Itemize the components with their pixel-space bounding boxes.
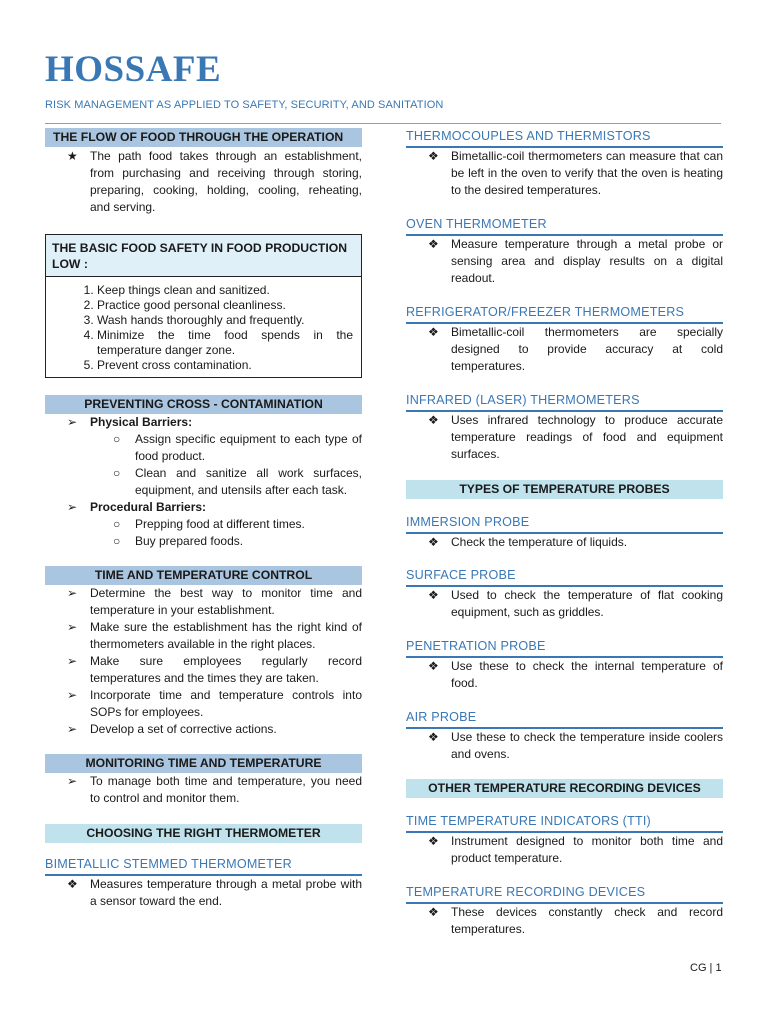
list-item: ❖ Bimetallic-coil thermometers can measure that can be left in the oven to verify that the oven is heating to the desired temperatures.	[428, 149, 723, 197]
page-number: CG | 1	[690, 962, 722, 974]
list-item: ➢ Make sure the establishment has the right kind of thermometers available in the right places.	[67, 620, 362, 651]
oven-list	[406, 236, 723, 287]
list-item: 4. Minimize the time food spends in the temperature danger zone.	[97, 328, 353, 358]
basic-safety-list	[46, 277, 361, 377]
list-item: ❖ Instrument designed to monitor both time and product temperature.	[428, 834, 723, 865]
subheading-immersion: IMMERSION PROBE	[406, 514, 723, 534]
subheading-air: AIR PROBE	[406, 709, 723, 729]
star-bullet-icon: ★	[67, 149, 78, 163]
right-column	[406, 128, 723, 938]
list-item: ➢ Make sure employees regularly record temperatures and the times they are taken.	[67, 654, 362, 685]
thermocouples-list	[406, 148, 723, 199]
arrow-bullet-icon: ➢	[67, 774, 78, 788]
circle-bullet-icon: ○	[113, 466, 121, 480]
immersion-list	[406, 534, 723, 551]
penetration-list	[406, 658, 723, 692]
cross-list	[45, 414, 362, 550]
diamond-bullet-icon: ❖	[428, 237, 439, 251]
air-list	[406, 729, 723, 763]
arrow-bullet-icon: ➢	[67, 500, 78, 514]
list-item: ➢ Incorporate time and temperature controls into SOPs for employees.	[67, 688, 362, 719]
section-heading-cross: PREVENTING CROSS - CONTAMINATION	[45, 395, 362, 414]
list-item: ★ The path food takes through an establishment, from purchasing and receiving through storing, preparing, cooking, holding, cooling, reheating, and serving.	[67, 149, 362, 214]
list-item: 1. Keep things clean and sanitized.	[97, 283, 353, 298]
circle-bullet-icon: ○	[113, 534, 121, 548]
section-heading-other: OTHER TEMPERATURE RECORDING DEVICES	[406, 779, 723, 798]
list-item: ❖ These devices constantly check and record temperatures.	[428, 905, 723, 936]
list-item: 3. Wash hands thoroughly and frequently.	[97, 313, 353, 328]
arrow-bullet-icon: ➢	[67, 688, 78, 702]
subheading-fridge: REFRIGERATOR/FREEZER THERMOMETERS	[406, 304, 723, 324]
arrow-bullet-icon: ➢	[67, 415, 78, 429]
header-divider	[45, 123, 721, 124]
section-heading-monitor: MONITORING TIME AND TEMPERATURE	[45, 754, 362, 773]
arrow-bullet-icon: ➢	[67, 722, 78, 736]
surface-list	[406, 587, 723, 621]
diamond-bullet-icon: ❖	[428, 535, 439, 549]
section-heading-flow: THE FLOW OF FOOD THROUGH THE OPERATION	[45, 128, 362, 147]
list-item: ➢ Procedural Barriers:	[67, 500, 207, 514]
subheading-thermocouples: THERMOCOUPLES AND THERMISTORS	[406, 128, 723, 148]
list-item: ❖ Use these to check the temperature inside coolers and ovens.	[428, 730, 723, 761]
list-item: ❖ Used to check the temperature of flat cooking equipment, such as griddles.	[428, 588, 723, 619]
list-item: ➢ To manage both time and temperature, you need to control and monitor them.	[67, 774, 362, 805]
list-item: 2. Practice good personal cleanliness.	[97, 298, 353, 313]
bimetallic-list	[45, 876, 362, 910]
circle-bullet-icon: ○	[113, 432, 121, 446]
diamond-bullet-icon: ❖	[428, 905, 439, 919]
list-item: ❖ Measures temperature through a metal probe with a sensor toward the end.	[67, 877, 362, 908]
page-subtitle: RISK MANAGEMENT AS APPLIED TO SAFETY, SECURITY, AND SANITATION	[45, 99, 444, 111]
list-item: ➢ Determine the best way to monitor time and temperature in your establishment.	[67, 586, 362, 617]
list-item: ○ Clean and sanitize all work surfaces, equipment, and utensils after each task.	[113, 466, 362, 497]
diamond-bullet-icon: ❖	[428, 588, 439, 602]
arrow-bullet-icon: ➢	[67, 654, 78, 668]
list-item: ❖ Check the temperature of liquids.	[428, 535, 628, 549]
ttc-list	[45, 585, 362, 738]
diamond-bullet-icon: ❖	[428, 730, 439, 744]
subheading-surface: SURFACE PROBE	[406, 567, 723, 587]
left-column	[45, 128, 362, 910]
diamond-bullet-icon: ❖	[428, 325, 439, 339]
section-heading-probes: TYPES OF TEMPERATURE PROBES	[406, 480, 723, 499]
diamond-bullet-icon: ❖	[428, 413, 439, 427]
list-item: ❖ Use these to check the internal temperature of food.	[428, 659, 723, 690]
subheading-oven: OVEN THERMOMETER	[406, 216, 723, 236]
subheading-bimetallic: BIMETALLIC STEMMED THERMOMETER	[45, 856, 362, 876]
list-item: ❖ Uses infrared technology to produce accurate temperature readings of food and equipment surfaces.	[428, 413, 723, 461]
section-heading-choosing: CHOOSING THE RIGHT THERMOMETER	[45, 824, 362, 843]
arrow-bullet-icon: ➢	[67, 586, 78, 600]
flow-list	[45, 148, 362, 216]
monitor-list	[45, 773, 362, 807]
subheading-penetration: PENETRATION PROBE	[406, 638, 723, 658]
trd-list	[406, 904, 723, 938]
list-item: ❖ Bimetallic-coil thermometers are specially designed to provide accuracy at cold temperatures.	[428, 325, 723, 373]
diamond-bullet-icon: ❖	[428, 659, 439, 673]
circle-bullet-icon: ○	[113, 517, 121, 531]
subheading-trd: TEMPERATURE RECORDING DEVICES	[406, 884, 723, 904]
subheading-tti: TIME TEMPERATURE INDICATORS (TTI)	[406, 813, 723, 833]
basic-safety-box	[45, 234, 362, 378]
diamond-bullet-icon: ❖	[428, 834, 439, 848]
diamond-bullet-icon: ❖	[67, 877, 78, 891]
page-title: HOSSAFE	[45, 49, 222, 90]
subheading-infrared: INFRARED (LASER) THERMOMETERS	[406, 392, 723, 412]
fridge-list	[406, 324, 723, 375]
list-item: ➢ Physical Barriers:	[67, 415, 193, 429]
list-item: ○ Buy prepared foods.	[113, 534, 244, 548]
list-item: ❖ Measure temperature through a metal probe or sensing area and display results on a digital readout.	[428, 237, 723, 285]
list-item: 5. Prevent cross contamination.	[97, 358, 353, 373]
basic-safety-heading: THE BASIC FOOD SAFETY IN FOOD PRODUCTION LOW :	[46, 235, 361, 277]
list-item: ➢ Develop a set of corrective actions.	[67, 722, 277, 736]
infrared-list	[406, 412, 723, 463]
section-heading-ttc: TIME AND TEMPERATURE CONTROL	[45, 566, 362, 585]
arrow-bullet-icon: ➢	[67, 620, 78, 634]
diamond-bullet-icon: ❖	[428, 149, 439, 163]
list-item: ○ Prepping food at different times.	[113, 517, 305, 531]
list-item: ○ Assign specific equipment to each type of food product.	[113, 432, 362, 463]
tti-list	[406, 833, 723, 867]
